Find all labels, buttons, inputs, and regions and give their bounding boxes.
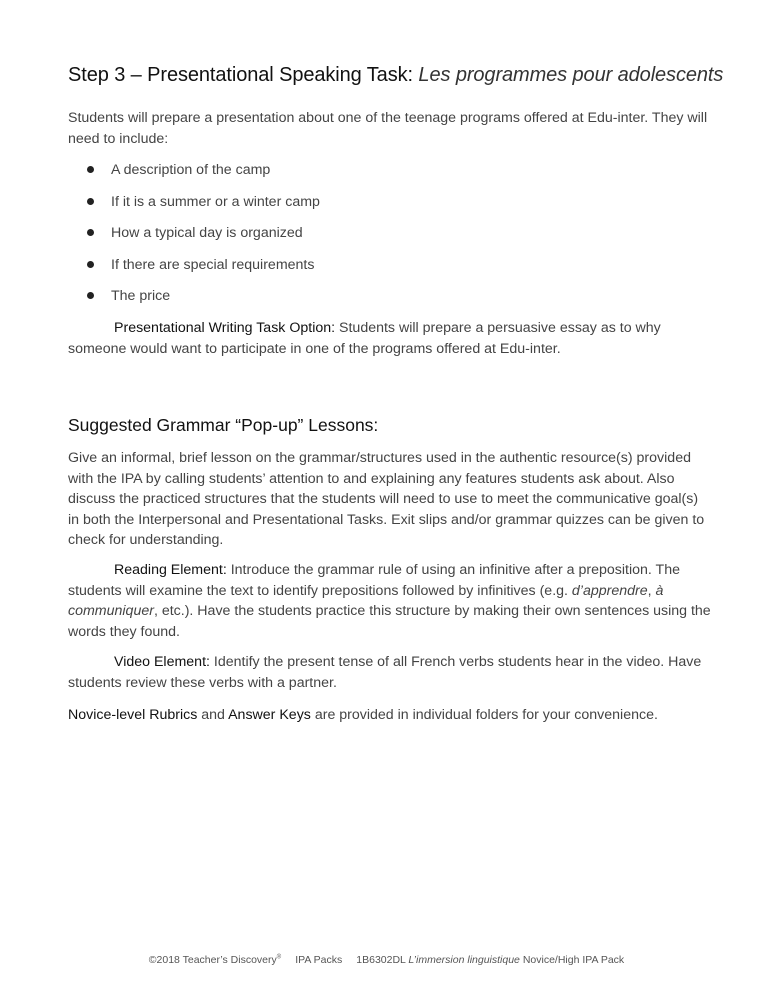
- list-item: If there are special requirements: [68, 255, 320, 287]
- bullet-icon: [87, 292, 94, 299]
- video-element-paragraph: Video Element: Identify the present tense of all French verbs students hear in the video. Have students review these verbs with a partner.: [68, 654, 702, 691]
- footer-series: IPA Packs: [295, 954, 343, 966]
- footer-title: L’immersion linguistique: [408, 954, 520, 966]
- step3-heading: [68, 64, 723, 87]
- list-item: The price: [68, 286, 320, 318]
- reading-element-paragraph: Reading Element: Introduce the grammar rule of using an infinitive after a preposition. The students will examine the text to identify prepositions followed by infinitives (e.g. d’apprendre, à communiquer, etc.). Have the students practice this structure by making their own sentences using the words they found.: [68, 562, 711, 640]
- writing-option-paragraph: Presentational Writing Task Option: Students will prepare a persuasive essay as to why someone would want to participate in one of the programs offered at Edu-inter.: [68, 320, 661, 357]
- requirements-list: [68, 160, 320, 318]
- bullet-icon: [87, 229, 94, 236]
- page-footer: ©2018 Teacher’s Discovery® IPA Packs 1B6302DL L’immersion linguistique Novice/High IPA Pack: [148, 954, 625, 966]
- bullet-icon: [87, 198, 94, 205]
- video-element-label: Video Element:: [114, 654, 210, 670]
- rubrics-note: Novice-level Rubrics and Answer Keys are provided in individual folders for your convenience.: [68, 707, 658, 723]
- step3-subtitle: Les programmes pour adolescents: [418, 64, 724, 86]
- bullet-icon: [87, 166, 94, 173]
- grammar-paragraph: Give an informal, brief lesson on the grammar/structures used in the authentic resource(s) provided with the IPA by calling students’ attention to and explaining any features students ask about. Also discuss the practiced structures that the students will need to use to meet the communicative goal(s) in both the Interpersonal and Presentational Tasks. Exit slips and/or grammar quizzes can be given to check for understanding.: [68, 450, 705, 548]
- grammar-heading: Suggested Grammar “Pop-up” Lessons:: [68, 415, 379, 435]
- list-item: How a typical day is organized: [68, 223, 320, 255]
- writing-option-label: Presentational Writing Task Option:: [114, 320, 336, 336]
- bullet-icon: [87, 261, 94, 268]
- list-item: A description of the camp: [68, 160, 320, 192]
- reading-element-label: Reading Element:: [114, 562, 227, 578]
- list-item: If it is a summer or a winter camp: [68, 192, 320, 224]
- footer-copyright: ©2018 Teacher’s Discovery: [148, 954, 277, 966]
- step3-title: Step 3 – Presentational Speaking Task:: [68, 64, 413, 86]
- step3-intro: Students will prepare a presentation about one of the teenage programs offered at Edu-inter. They will need to include:: [68, 110, 708, 147]
- footer-code: 1B6302DL: [356, 954, 406, 966]
